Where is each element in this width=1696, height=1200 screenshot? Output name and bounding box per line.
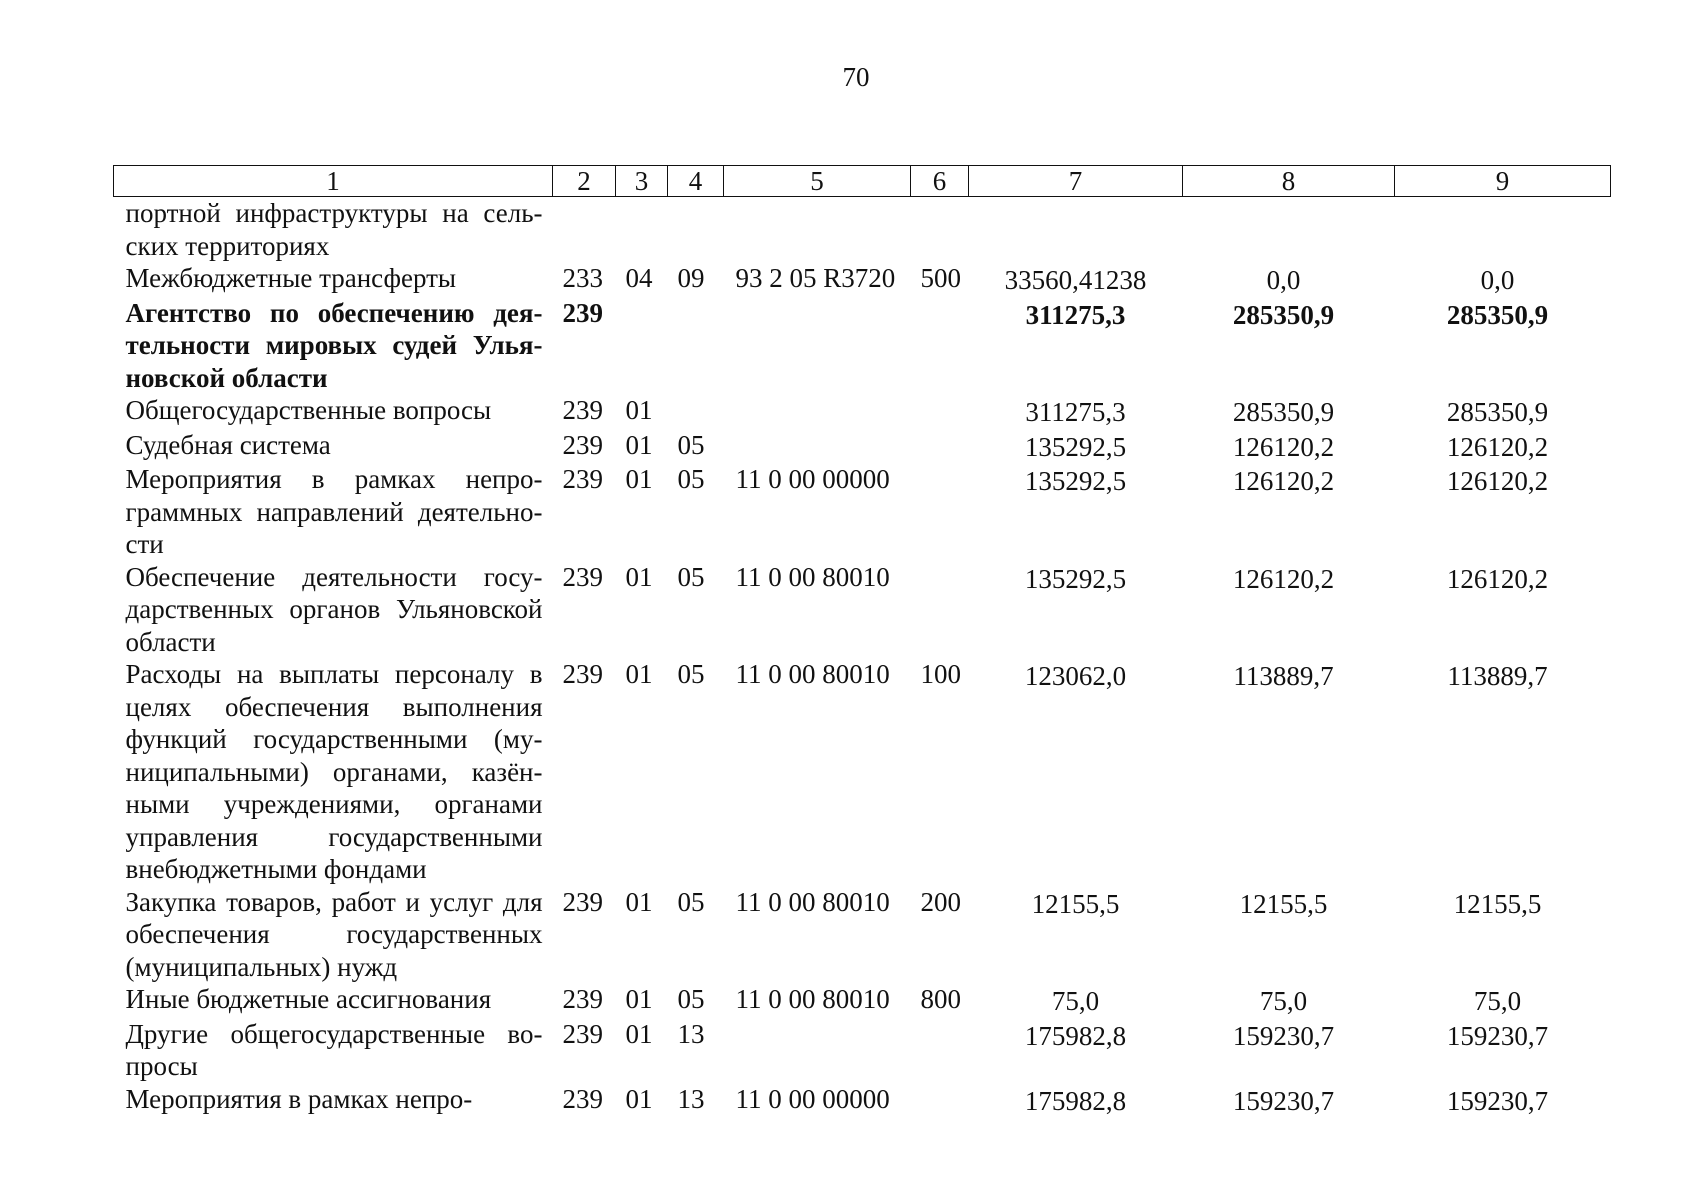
amount-year2-cell [1183, 197, 1395, 263]
expense-type-cell: 200 [920, 886, 961, 917]
amount-year1-cell: 175982,8 [1024, 1085, 1127, 1116]
column-header: 6 [911, 166, 969, 197]
row-name-cell: Расходы на выплаты персоналу в целях обеспечения выполнения функций государственными (му-ниципальными) органами, казён-ными учреждениями, органами управления государственными внебюджетными фондами [125, 659, 543, 884]
amount-year1-cell: 33560,41238 [1004, 265, 1147, 295]
amount-year2-cell: 285350,9 [1232, 397, 1335, 427]
table-row [114, 463, 1611, 561]
amount-year2-cell: 159230,7 [1232, 1085, 1335, 1116]
column-header: 5 [724, 166, 911, 197]
budget-table [113, 165, 1611, 1117]
amount-year2-cell: 12155,5 [1239, 888, 1328, 919]
column-header: 8 [1183, 166, 1395, 197]
column-header: 4 [668, 166, 724, 197]
expense-type-cell: 100 [920, 659, 961, 689]
amount-year3-cell: 159230,7 [1446, 1020, 1549, 1051]
amount-year1-cell: 135292,5 [1024, 431, 1127, 462]
row-name-cell: Судебная система [125, 429, 331, 460]
table-row [114, 886, 1611, 984]
table-row [114, 262, 1611, 297]
amount-year3-cell: 126120,2 [1446, 431, 1549, 462]
row-name-cell: Мероприятия в рамках непро- [125, 1083, 473, 1114]
amount-year1-cell: 12155,5 [1031, 888, 1120, 919]
chapter-code-cell: 239 [562, 395, 603, 425]
target-article-cell: 11 0 00 80010 [735, 561, 890, 592]
amount-year2-cell: 285350,9 [1232, 299, 1335, 330]
chapter-code-cell: 239 [562, 886, 603, 917]
subsection-code-cell: 13 [677, 1018, 705, 1049]
subsection-code-cell [668, 394, 724, 429]
subsection-code-cell: 13 [677, 1083, 705, 1114]
amount-year2-cell: 126120,2 [1232, 466, 1335, 496]
target-article-cell: 11 0 00 80010 [735, 886, 890, 917]
table-row [114, 658, 1611, 886]
amount-year2-cell: 0,0 [1266, 265, 1301, 295]
chapter-code-cell: 239 [562, 1018, 603, 1049]
target-article-cell: 11 0 00 00000 [735, 464, 890, 494]
row-name-cell: Другие общегосударственные во-просы [125, 1018, 543, 1081]
amount-year2-cell: 126120,2 [1232, 431, 1335, 462]
amount-year1-cell: 311275,3 [1025, 397, 1126, 427]
amount-year2-cell: 75,0 [1259, 986, 1308, 1016]
column-header: 3 [616, 166, 668, 197]
subsection-code-cell: 05 [677, 464, 705, 494]
column-header: 7 [969, 166, 1183, 197]
row-name-cell: Иные бюджетные ассигнования [125, 984, 492, 1014]
expense-type-cell [911, 429, 969, 464]
page-number: 70 [842, 62, 870, 92]
expense-type-cell: 500 [920, 263, 961, 293]
amount-year2-cell: 113889,7 [1233, 661, 1334, 691]
row-name-cell: Агентство по обеспечению дея-тельности мировых судей Улья-новской области [125, 297, 543, 393]
amount-year3-cell: 285350,9 [1446, 397, 1549, 427]
expense-type-cell [911, 394, 969, 429]
table-row [114, 394, 1611, 429]
section-code-cell [616, 197, 668, 263]
target-article-cell [724, 394, 911, 429]
amount-year2-cell: 126120,2 [1232, 563, 1335, 594]
table-row [114, 429, 1611, 464]
column-header: 1 [114, 166, 553, 197]
amount-year3-cell: 159230,7 [1446, 1085, 1549, 1116]
target-article-cell: 11 0 00 00000 [735, 1083, 890, 1114]
amount-year3-cell: 0,0 [1480, 265, 1515, 295]
row-name-cell: Межбюджетные трансферты [125, 263, 457, 293]
row-name-cell: Обеспечение деятельности госу-дарственных органов Ульяновской области [125, 561, 543, 657]
expense-type-cell [911, 197, 969, 263]
amount-year1-cell: 175982,8 [1024, 1020, 1127, 1051]
row-name-cell: Общегосударственные вопросы [125, 395, 492, 425]
chapter-code-cell: 239 [562, 659, 603, 689]
row-name-cell: Закупка товаров, работ и услуг для обеспечения государственных (муниципальных) нужд [125, 886, 543, 982]
amount-year3-cell: 126120,2 [1446, 563, 1549, 594]
section-code-cell: 01 [625, 659, 653, 689]
amount-year1-cell: 311275,3 [1025, 299, 1126, 330]
amount-year3-cell: 285350,9 [1446, 299, 1549, 330]
table-row [114, 297, 1611, 395]
table-row [114, 983, 1611, 1018]
amount-year3-cell: 113889,7 [1447, 661, 1548, 691]
chapter-code-cell: 239 [562, 984, 603, 1014]
expense-type-cell [911, 463, 969, 561]
table-row [114, 197, 1611, 263]
chapter-code-cell: 239 [562, 429, 603, 460]
amount-year2-cell: 159230,7 [1232, 1020, 1335, 1051]
amount-year3-cell: 75,0 [1473, 986, 1522, 1016]
amount-year1-cell: 135292,5 [1024, 466, 1127, 496]
column-header: 2 [553, 166, 616, 197]
amount-year1-cell [969, 197, 1183, 263]
target-article-cell: 11 0 00 80010 [735, 659, 890, 689]
target-article-cell [724, 429, 911, 464]
amount-year1-cell: 75,0 [1051, 986, 1100, 1016]
expense-type-cell [911, 1083, 969, 1118]
chapter-code-cell: 239 [562, 297, 603, 328]
section-code-cell: 01 [625, 429, 653, 460]
section-code-cell: 04 [625, 263, 653, 293]
chapter-code-cell: 239 [562, 561, 603, 592]
section-code-cell: 01 [625, 464, 653, 494]
amount-year3-cell: 126120,2 [1446, 466, 1549, 496]
target-article-cell: 11 0 00 80010 [735, 984, 890, 1014]
subsection-code-cell: 05 [677, 429, 705, 460]
column-header: 9 [1395, 166, 1611, 197]
target-article-cell: 93 2 05 R3720 [735, 263, 896, 293]
amount-year1-cell: 135292,5 [1024, 563, 1127, 594]
subsection-code-cell [668, 197, 724, 263]
section-code-cell: 01 [625, 1018, 653, 1049]
target-article-cell [724, 1018, 911, 1083]
expense-type-cell [911, 1018, 969, 1083]
section-code-cell: 01 [625, 395, 653, 425]
chapter-code-cell: 239 [562, 1083, 603, 1114]
subsection-code-cell: 09 [677, 263, 705, 293]
section-code-cell [616, 297, 668, 395]
expense-type-cell [911, 297, 969, 395]
subsection-code-cell [668, 297, 724, 395]
subsection-code-cell: 05 [677, 659, 705, 689]
amount-year3-cell: 12155,5 [1453, 888, 1542, 919]
target-article-cell [724, 297, 911, 395]
section-code-cell: 01 [625, 1083, 653, 1114]
row-name-cell: портной инфраструктуры на сель-ских территориях [125, 198, 543, 261]
subsection-code-cell: 05 [677, 561, 705, 592]
chapter-code-cell: 239 [562, 464, 603, 494]
target-article-cell [724, 197, 911, 263]
subsection-code-cell: 05 [677, 984, 705, 1014]
amount-year1-cell: 123062,0 [1024, 661, 1127, 691]
expense-type-cell: 800 [920, 984, 961, 1014]
amount-year3-cell [1395, 197, 1611, 263]
section-code-cell: 01 [625, 561, 653, 592]
table-row [114, 561, 1611, 659]
section-code-cell: 01 [625, 886, 653, 917]
section-code-cell: 01 [625, 984, 653, 1014]
chapter-code-cell: 233 [562, 263, 603, 293]
expense-type-cell [911, 561, 969, 659]
column-number-header [114, 166, 1611, 197]
table-row [114, 1083, 1611, 1118]
subsection-code-cell: 05 [677, 886, 705, 917]
table-row [114, 1018, 1611, 1083]
table-body [114, 197, 1611, 1118]
chapter-code-cell [553, 197, 616, 263]
row-name-cell: Мероприятия в рамках непро-граммных направлений деятельно-сти [125, 464, 543, 559]
